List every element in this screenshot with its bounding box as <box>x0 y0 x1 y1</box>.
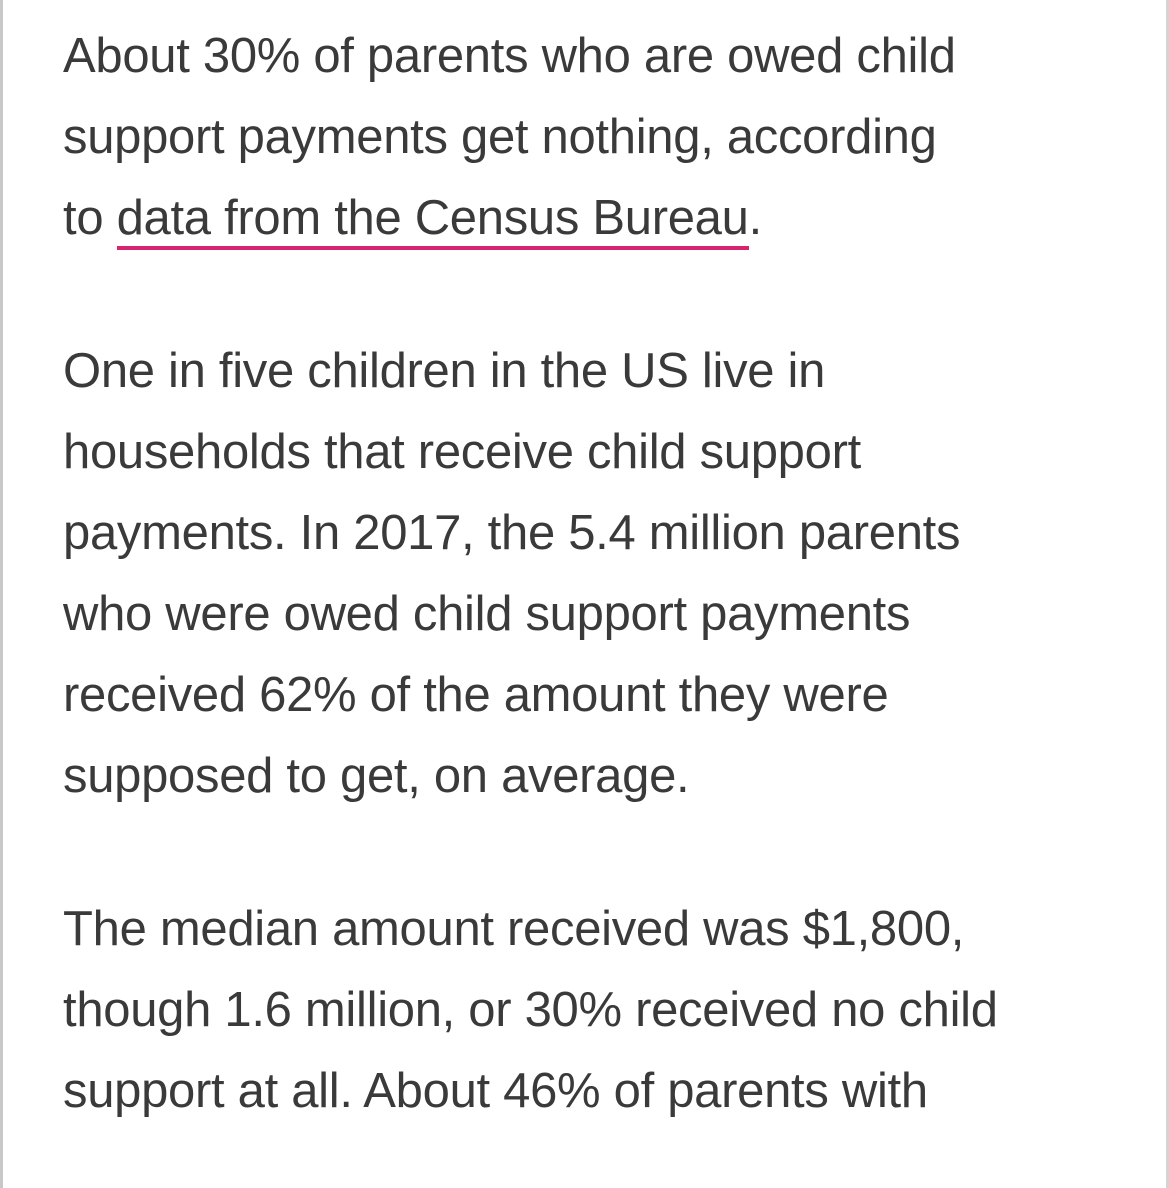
paragraph-line: support payments get nothing, according <box>63 110 937 164</box>
article-body <box>63 16 1123 1132</box>
line-suffix: . <box>748 191 762 245</box>
paragraph-line-with-link <box>63 178 1123 259</box>
paragraph-line: received 62% of the amount they were <box>63 668 889 722</box>
paragraph-line: supposed to get, on average. <box>63 749 690 803</box>
paragraph-line: About 30% of parents who are owed child <box>63 29 956 83</box>
paragraph-census <box>63 16 1123 259</box>
paragraph-median <box>63 889 1123 1132</box>
paragraph-line: who were owed child support payments <box>63 587 911 641</box>
paragraph-line: support at all. About 46% of parents with <box>63 1064 928 1118</box>
paragraph-line: payments. In 2017, the 5.4 million parents <box>63 506 961 560</box>
paragraph-children <box>63 331 1123 817</box>
paragraph-line: though 1.6 million, or 30% received no child <box>63 983 998 1037</box>
census-bureau-link[interactable]: data from the Census Bureau <box>117 191 749 250</box>
paragraph-line: One in five children in the US live in <box>63 344 826 398</box>
paragraph-line: The median amount received was $1,800, <box>63 902 965 956</box>
line-prefix: to <box>63 191 117 245</box>
left-frame-border <box>0 0 3 1188</box>
paragraph-line: households that receive child support <box>63 425 861 479</box>
